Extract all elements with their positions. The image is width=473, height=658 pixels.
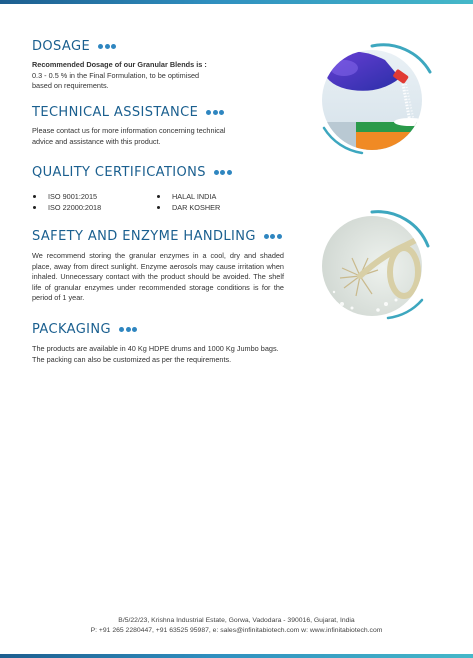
bottom-accent-bar — [0, 654, 473, 658]
footer-contact: P: +91 265 2280447, +91 63525 95987, e: sales@infinitabiotech.com w: www.infinitabiotech.com — [90, 627, 383, 634]
technical-heading — [32, 105, 224, 120]
dots-icon — [98, 44, 116, 49]
dosage-line-2: based on requirements. — [32, 81, 109, 90]
safety-text: We recommend storing the granular enzymes in a cool, dry and shaded place, away from direct sunlight. Enzyme aerosols may cause irritation when inhaled. Unnecessary contact with the product should be avoided. The shelf life of granular enzymes under recommended storage conditions is for the period of 1 year. — [32, 251, 284, 302]
technical-text — [32, 126, 292, 147]
dots-icon — [119, 327, 137, 332]
technical-line-1: Please contact us for more information concerning technical — [32, 126, 226, 135]
dots-icon — [264, 234, 282, 239]
packaging-line-2: The packing can also be customized as per the requirements. — [32, 354, 232, 364]
dots-icon — [214, 170, 232, 175]
packaging-text — [32, 344, 332, 365]
packaging-heading — [32, 322, 137, 337]
safety-title: SAFETY AND ENZYME HANDLING — [32, 229, 256, 244]
cert-list-right — [156, 191, 220, 213]
dots-icon — [206, 110, 224, 115]
safety-heading — [32, 229, 282, 244]
packaging-title: PACKAGING — [32, 322, 112, 337]
packaging-line-1: The products are available in 40 Kg HDPE drums and 1000 Kg Jumbo bags. — [32, 344, 279, 353]
bottle-brush-photo — [312, 196, 454, 338]
dosage-line-1: 0.3 - 0.5 % in the Final Formulation, to be optimised — [32, 70, 200, 80]
quality-heading — [32, 165, 232, 180]
dosage-heading — [32, 39, 116, 54]
cert-list-left — [32, 191, 101, 213]
technical-title: TECHNICAL ASSISTANCE — [32, 105, 199, 120]
list-item: DAR KOSHER — [156, 202, 220, 213]
list-item: ISO 9001:2015 — [32, 191, 101, 202]
dosage-title: DOSAGE — [32, 39, 91, 54]
detergent-sponge-photo — [310, 32, 454, 176]
quality-title: QUALITY CERTIFICATIONS — [32, 165, 206, 180]
dosage-bold-line: Recommended Dosage of our Granular Blends is : — [32, 60, 207, 69]
top-accent-bar — [0, 0, 473, 4]
footer-address: B/5/22/23, Krishna Industrial Estate, Gorwa, Vadodara - 390016, Gujarat, India — [118, 617, 355, 624]
technical-line-2: advice and assistance with this product. — [32, 136, 161, 146]
list-item: ISO 22000:2018 — [32, 202, 101, 213]
dosage-text — [32, 60, 292, 92]
list-item: HALAL INDIA — [156, 191, 220, 202]
